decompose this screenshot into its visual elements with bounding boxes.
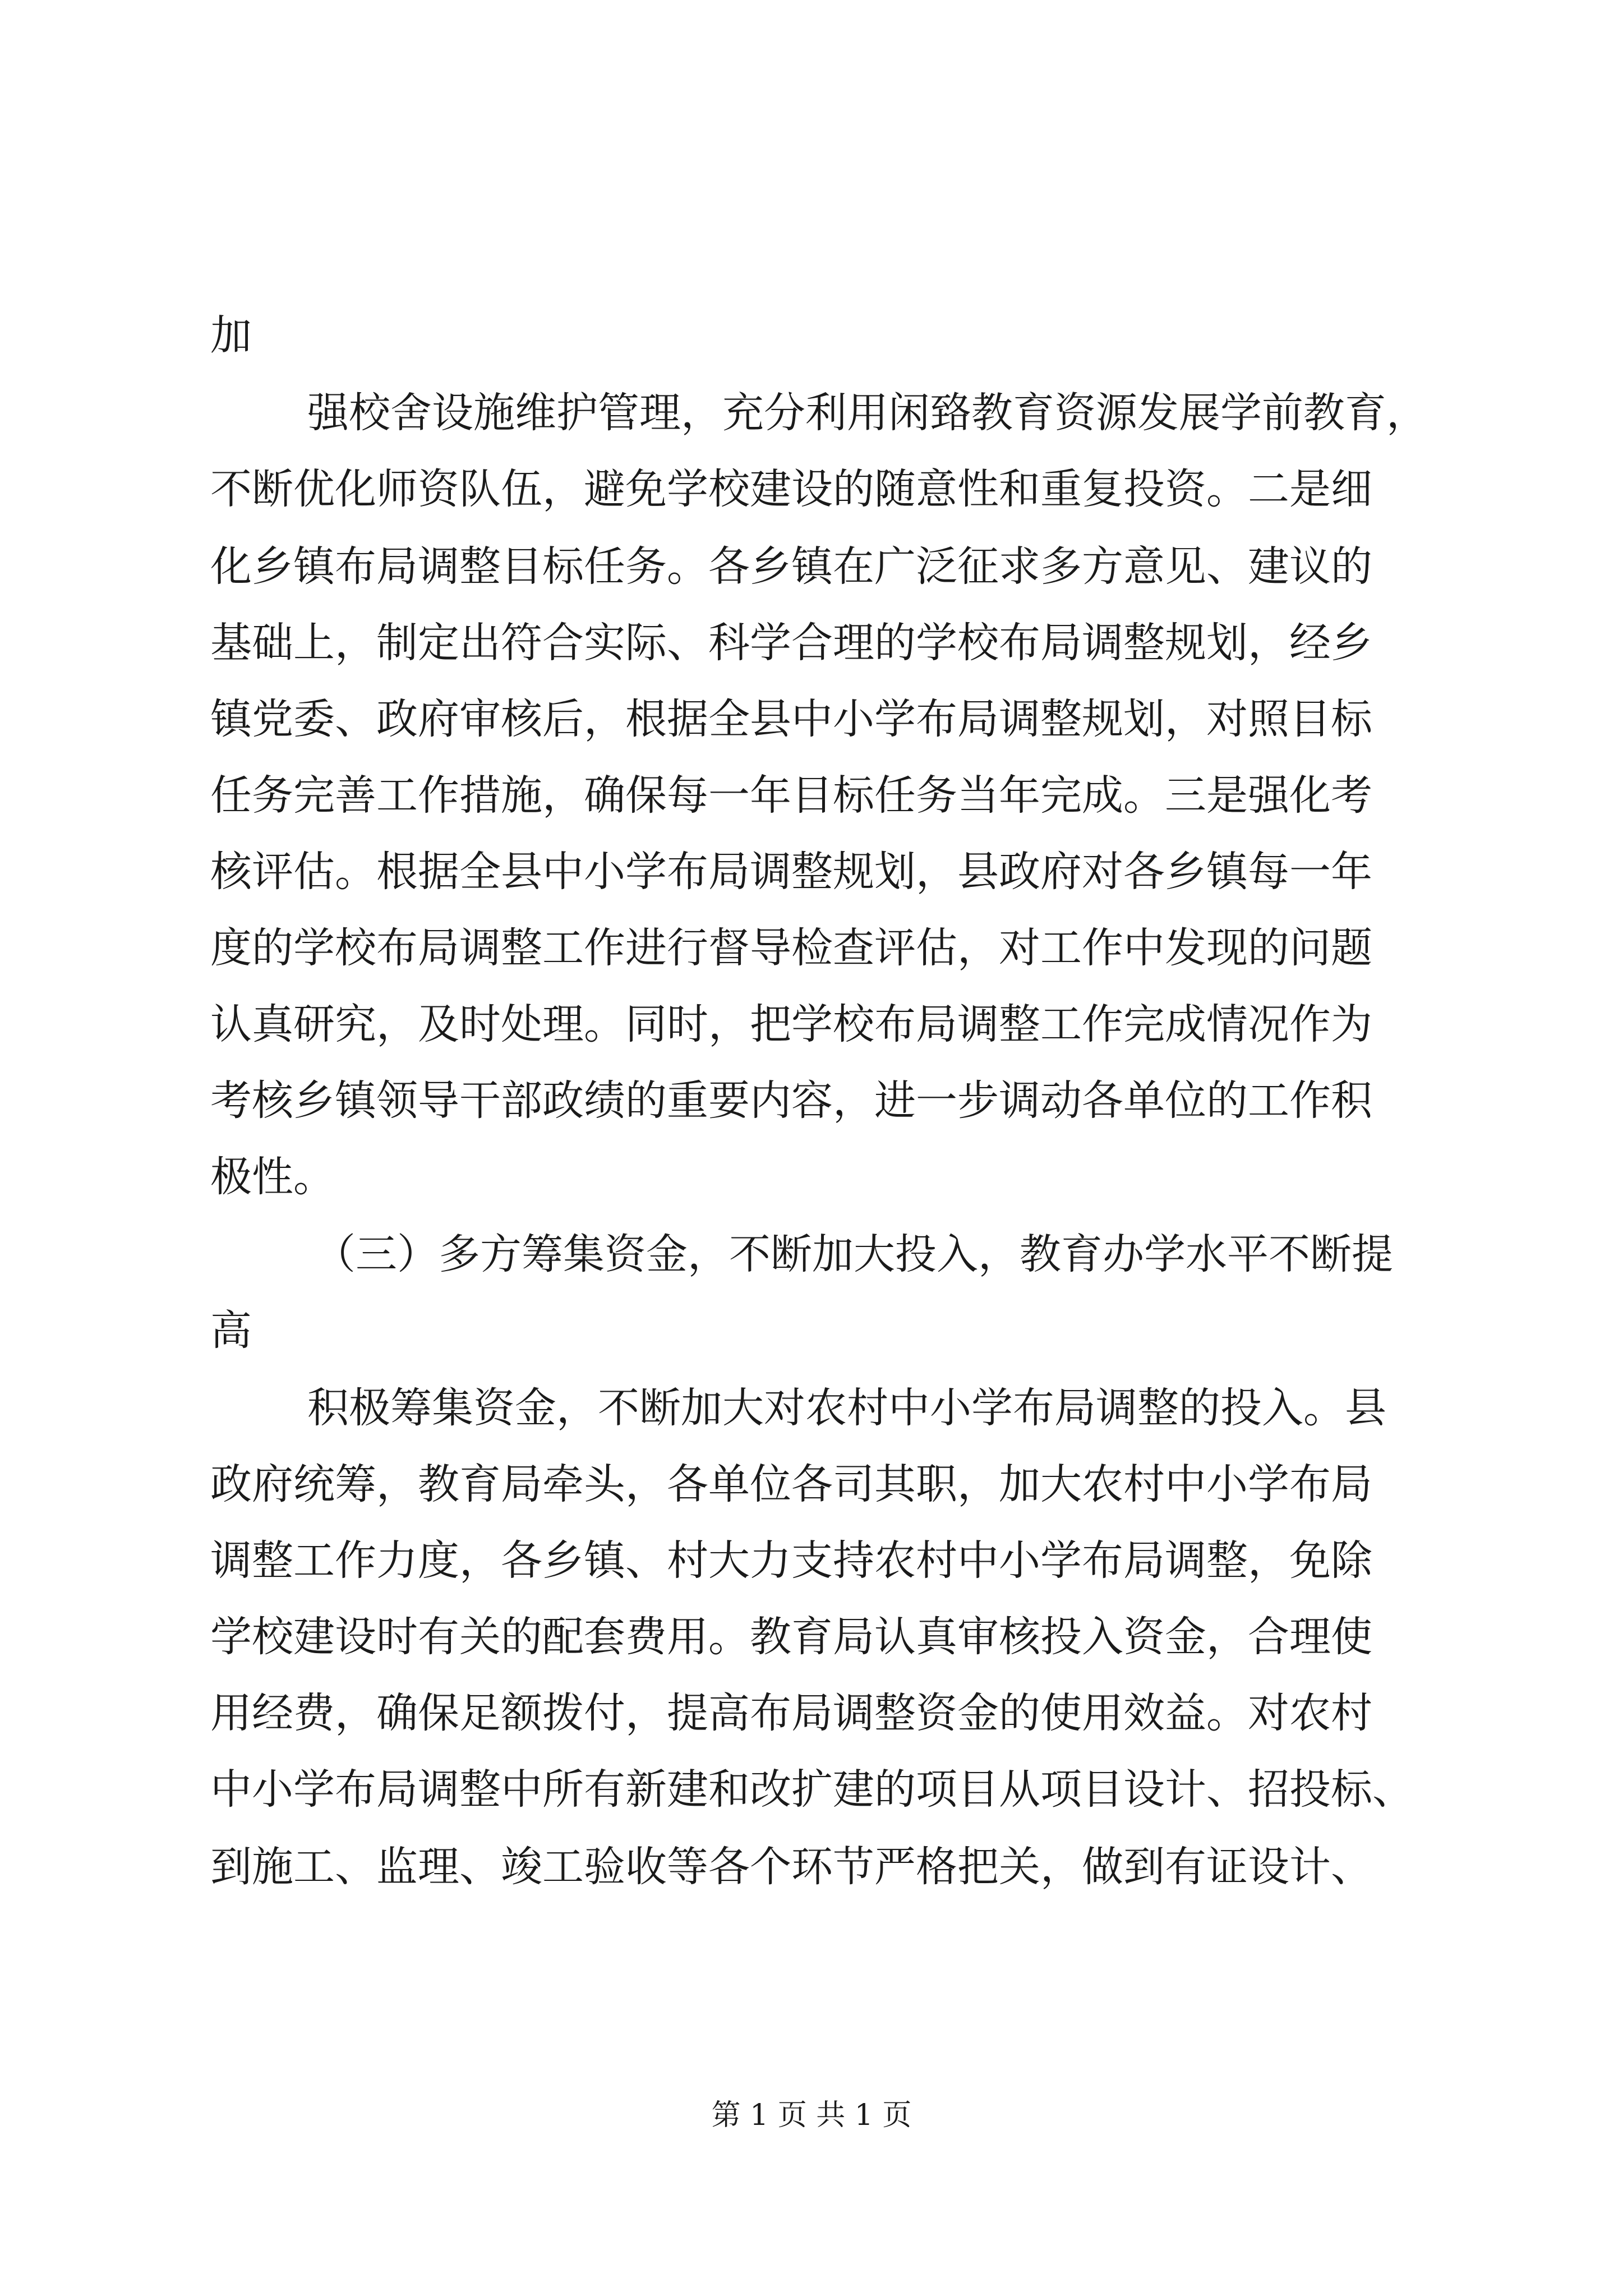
text-line-4: 化乡镇布局调整目标任务。各乡镇在广泛征求多方意见、建议的 (210, 542, 1372, 591)
text-line-6: 镇党委、政府审核后，根据全县中小学布局调整规划，对照目标 (210, 695, 1372, 743)
text-line-1: 加 (210, 311, 252, 360)
text-line-9: 度的学校布局调整工作进行督导检查评估，对工作中发现的问题 (210, 924, 1372, 972)
text-line-19: 用经费，确保足额拨付，提高布局调整资金的使用效益。对农村 (210, 1689, 1372, 1737)
text-line-15: 积极筹集资金，不断加大对农村中小学布局调整的投入。县 (307, 1384, 1386, 1432)
text-line-18: 学校建设时有关的配套费用。教育局认真审核投入资金，合理使 (210, 1613, 1372, 1661)
text-line-10: 认真研究，及时处理。同时，把学校布局调整工作完成情况作为 (210, 1000, 1372, 1048)
text-line-12: 极性。 (210, 1153, 335, 1201)
text-line-11: 考核乡镇领导干部政绩的重要内容，进一步调动各单位的工作积 (210, 1076, 1372, 1125)
section-heading: （三）多方筹集资金，不断加大投入，教育办学水平不断提 (314, 1230, 1393, 1278)
page-number-footer: 第 1 页 共 1 页 (711, 2099, 912, 2132)
text-line-16: 政府统筹，教育局牵头，各单位各司其职，加大农村中小学布局 (210, 1460, 1372, 1508)
text-line-5: 基础上，制定出符合实际、科学合理的学校布局调整规划，经乡 (210, 619, 1372, 667)
section-heading-continued: 高 (210, 1306, 252, 1355)
text-line-7: 任务完善工作措施，确保每一年目标任务当年完成。三是强化考 (210, 771, 1372, 820)
text-line-21: 到施工、监理、竣工验收等各个环节严格把关，做到有证设计、 (210, 1843, 1372, 1891)
text-line-2: 强校舍设施维护管理，充分利用闲臵教育资源发展学前教育， (307, 389, 1428, 437)
text-line-3: 不断优化师资队伍，避免学校建设的随意性和重复投资。二是细 (210, 465, 1372, 513)
text-line-17: 调整工作力度，各乡镇、村大力支持农村中小学布局调整，免除 (210, 1536, 1372, 1585)
text-line-20: 中小学布局调整中所有新建和改扩建的项目从项目设计、招投标、 (210, 1765, 1414, 1814)
text-line-8: 核评估。根据全县中小学布局调整规划，县政府对各乡镇每一年 (210, 848, 1372, 896)
